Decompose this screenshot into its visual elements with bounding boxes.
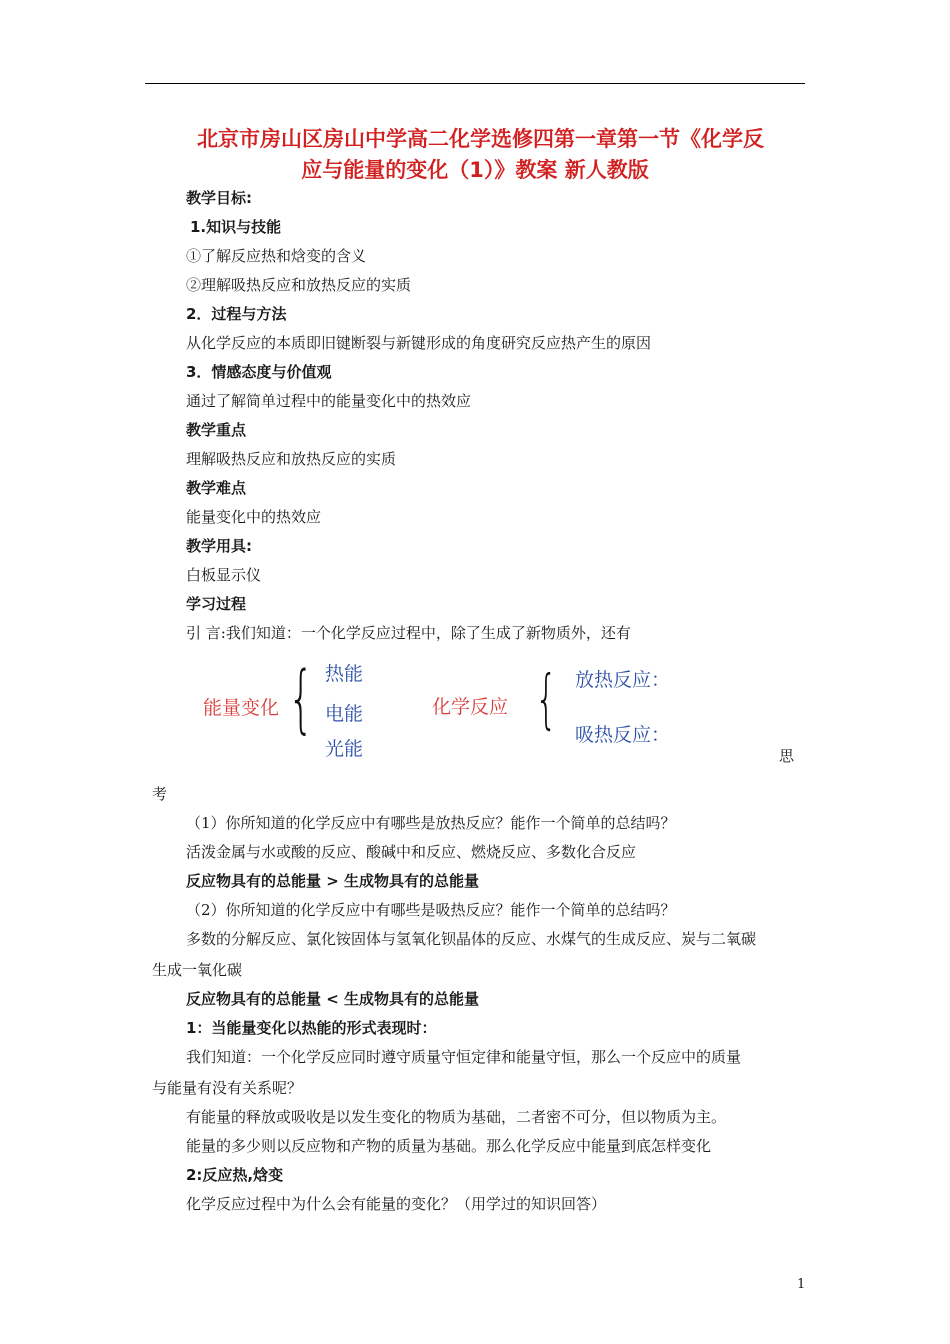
section-2-heading: 2:反应热,焓变 bbox=[186, 1166, 284, 1184]
answer-2-line-1: 多数的分解反应、氯化铵固体与氢氧化钡晶体的反应、水煤气的生成反应、炭与二氧碳 bbox=[186, 930, 757, 948]
heading-key-point: 教学重点 bbox=[186, 421, 247, 439]
header-rule bbox=[145, 83, 805, 84]
diagram-endothermic: 吸热反应： bbox=[575, 724, 671, 746]
diagram-exothermic: 放热反应： bbox=[575, 669, 671, 691]
objective-1: ①了解反应热和焓变的含义 bbox=[186, 247, 367, 265]
objective-2: ②理解吸热反应和放热反应的实质 bbox=[186, 276, 412, 294]
diagram-reaction: 化学反应 bbox=[432, 696, 509, 718]
heading-knowledge: 1.知识与技能 bbox=[190, 218, 282, 236]
heading-objectives: 教学目标: bbox=[186, 189, 252, 207]
section-2-line-1: 化学反应过程中为什么会有能量的变化？（用学过的知识回答） bbox=[186, 1195, 607, 1213]
key-point-text: 理解吸热反应和放热反应的实质 bbox=[186, 450, 397, 468]
diagram-energy-change: 能量变化 bbox=[203, 697, 280, 719]
section-1-line-4: 能量的多少则以反应物和产物的质量为基础。那么化学反应中能量到底怎样变化 bbox=[186, 1137, 712, 1155]
left-brace-icon: { bbox=[288, 656, 314, 742]
diagram-heat: 热能 bbox=[325, 663, 364, 685]
section-1-line-3: 有能量的释放或吸收是以发生变化的物质为基础，二者密不可分，但以物质为主。 bbox=[186, 1108, 727, 1126]
heading-tools: 教学用具: bbox=[186, 537, 252, 555]
page-number: 1 bbox=[797, 1277, 806, 1292]
answer-2-energy: 反应物具有的总能量 < 生成物具有的总能量 bbox=[186, 990, 480, 1008]
title-line-1: 北京市房山区房山中学高二化学选修四第一章第一节《化学反 bbox=[197, 127, 764, 151]
right-brace-icon: { bbox=[535, 663, 558, 737]
answer-1: 活泼金属与水或酸的反应、酸碱中和反应、燃烧反应、多数化合反应 bbox=[186, 843, 637, 861]
heading-emotion: 3．情感态度与价值观 bbox=[186, 363, 332, 381]
process-text: 从化学反应的本质即旧键断裂与新键形成的角度研究反应热产生的原因 bbox=[186, 334, 652, 352]
think-label-a: 思 bbox=[779, 747, 795, 765]
section-1-line-1: 我们知道：一个化学反应同时遵守质量守恒定律和能量守恒，那么一个反应中的质量 bbox=[186, 1048, 742, 1066]
emotion-text: 通过了解简单过程中的能量变化中的热效应 bbox=[186, 392, 472, 410]
heading-process: 2．过程与方法 bbox=[186, 305, 287, 323]
answer-2-line-2: 生成一氧化碳 bbox=[152, 961, 243, 979]
energy-diagram bbox=[200, 655, 700, 760]
section-1-heading: 1：当能量变化以热能的形式表现时： bbox=[186, 1019, 437, 1037]
intro-text: 引 言:我们知道：一个化学反应过程中，除了生成了新物质外，还有 bbox=[186, 624, 631, 642]
question-1: （1）你所知道的化学反应中有哪些是放热反应？能作一个简单的总结吗？ bbox=[186, 814, 676, 832]
diagram-electric: 电能 bbox=[325, 703, 364, 725]
diagram-light: 光能 bbox=[325, 738, 364, 760]
tools-text: 白板显示仪 bbox=[186, 566, 262, 584]
heading-difficulty: 教学难点 bbox=[186, 479, 247, 497]
heading-learning: 学习过程 bbox=[186, 595, 247, 613]
question-2: （2）你所知道的化学反应中有哪些是吸热反应？能作一个简单的总结吗？ bbox=[186, 901, 676, 919]
think-label-b: 考 bbox=[152, 785, 168, 803]
difficulty-text: 能量变化中的热效应 bbox=[186, 508, 322, 526]
section-1-line-2: 与能量有没有关系呢？ bbox=[152, 1079, 303, 1097]
answer-1-energy: 反应物具有的总能量 > 生成物具有的总能量 bbox=[186, 872, 480, 890]
title-line-2: 应与能量的变化（1）》教案 新人教版 bbox=[301, 158, 649, 182]
